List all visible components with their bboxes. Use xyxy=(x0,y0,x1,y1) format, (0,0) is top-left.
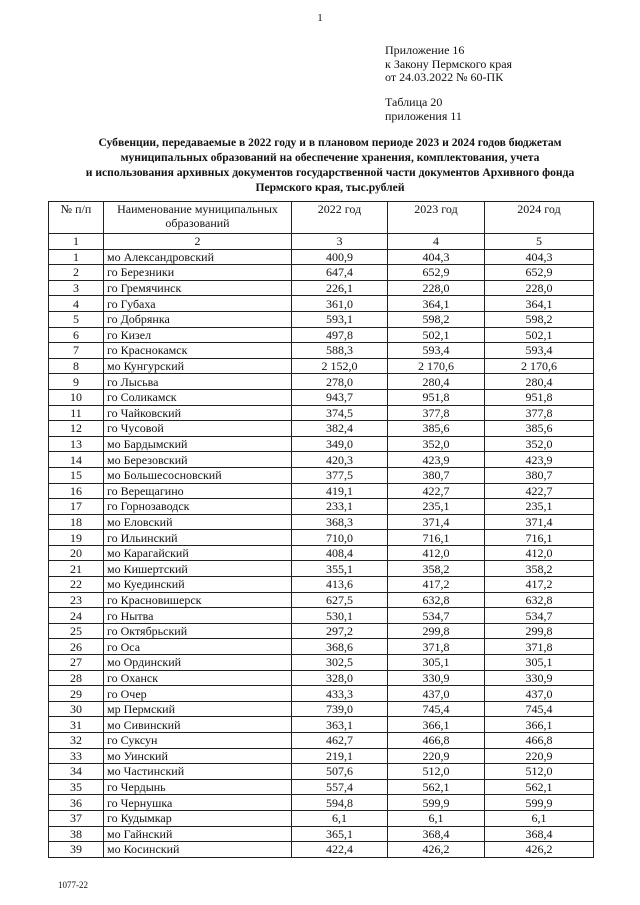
municipality-name: го Верещагино xyxy=(104,483,292,499)
value-2022: 365,1 xyxy=(292,826,388,842)
table-row xyxy=(49,779,594,795)
column-number: 3 xyxy=(292,234,388,250)
municipality-name: го Нытва xyxy=(104,608,292,624)
value-2023: 417,2 xyxy=(388,577,485,593)
value-2022: 588,3 xyxy=(292,343,388,359)
value-2022: 400,9 xyxy=(292,249,388,265)
title-line: муниципальных образований на обеспечение хранения, комплектования, учета xyxy=(120,151,540,164)
value-2022: 710,0 xyxy=(292,530,388,546)
table-row xyxy=(49,467,594,483)
value-2023: 220,9 xyxy=(388,748,485,764)
value-2022: 233,1 xyxy=(292,499,388,515)
municipality-name: го Чернушка xyxy=(104,795,292,811)
municipality-name: мо Александровский xyxy=(104,249,292,265)
value-2022: 226,1 xyxy=(292,280,388,296)
municipality-name: мр Пермский xyxy=(104,701,292,717)
table-row xyxy=(49,405,594,421)
value-2023: 235,1 xyxy=(388,499,485,515)
municipality-name: го Губаха xyxy=(104,296,292,312)
value-2024: 652,9 xyxy=(485,265,594,281)
value-2024: 426,2 xyxy=(485,842,594,858)
row-number: 2 xyxy=(49,265,104,281)
table-row xyxy=(49,280,594,296)
value-2022: 328,0 xyxy=(292,670,388,686)
table-row xyxy=(49,608,594,624)
value-2023: 598,2 xyxy=(388,311,485,327)
value-2024: 235,1 xyxy=(485,499,594,515)
value-2023: 632,8 xyxy=(388,592,485,608)
row-number: 28 xyxy=(49,670,104,686)
table-row xyxy=(49,655,594,671)
value-2024: 352,0 xyxy=(485,436,594,452)
row-number: 36 xyxy=(49,795,104,811)
value-2022: 594,8 xyxy=(292,795,388,811)
header-2023: 2023 год xyxy=(388,202,485,234)
value-2022: 557,4 xyxy=(292,779,388,795)
row-number: 5 xyxy=(49,311,104,327)
value-2023: 599,9 xyxy=(388,795,485,811)
value-2022: 377,5 xyxy=(292,467,388,483)
value-2023: 377,8 xyxy=(388,405,485,421)
municipality-name: мо Кунгурский xyxy=(104,358,292,374)
municipality-name: го Ильинский xyxy=(104,530,292,546)
value-2022: 297,2 xyxy=(292,623,388,639)
value-2022: 355,1 xyxy=(292,561,388,577)
value-2022: 363,1 xyxy=(292,717,388,733)
value-2023: 951,8 xyxy=(388,389,485,405)
row-number: 16 xyxy=(49,483,104,499)
value-2024: 599,9 xyxy=(485,795,594,811)
value-2022: 507,6 xyxy=(292,764,388,780)
value-2023: 652,9 xyxy=(388,265,485,281)
table-row xyxy=(49,701,594,717)
value-2022: 593,1 xyxy=(292,311,388,327)
row-number: 17 xyxy=(49,499,104,515)
municipality-name: го Горнозаводск xyxy=(104,499,292,515)
value-2024: 385,6 xyxy=(485,421,594,437)
value-2024: 2 170,6 xyxy=(485,358,594,374)
municipality-name: го Лысьва xyxy=(104,374,292,390)
value-2024: 716,1 xyxy=(485,530,594,546)
value-2024: 228,0 xyxy=(485,280,594,296)
header-name: Наименование муниципальных образований xyxy=(104,202,292,234)
appendix-line: от 24.03.2022 № 60-ПК xyxy=(385,70,504,84)
value-2024: 404,3 xyxy=(485,249,594,265)
header-2024: 2024 год xyxy=(485,202,594,234)
value-2022: 302,5 xyxy=(292,655,388,671)
municipality-name: го Кизел xyxy=(104,327,292,343)
value-2023: 299,8 xyxy=(388,623,485,639)
column-number: 2 xyxy=(104,234,292,250)
municipality-name: го Красновишерск xyxy=(104,592,292,608)
value-2023: 437,0 xyxy=(388,686,485,702)
title-line: и использования архивных документов государственной части документов Архивного фонда xyxy=(85,166,575,179)
value-2024: 466,8 xyxy=(485,733,594,749)
value-2023: 358,2 xyxy=(388,561,485,577)
table-row xyxy=(49,733,594,749)
value-2022: 627,5 xyxy=(292,592,388,608)
municipality-name: го Оханск xyxy=(104,670,292,686)
value-2023: 352,0 xyxy=(388,436,485,452)
municipality-name: мо Сивинский xyxy=(104,717,292,733)
appendix-line: к Закону Пермского края xyxy=(385,56,513,71)
value-2022: 368,3 xyxy=(292,514,388,530)
document-title xyxy=(40,135,620,195)
header-2022: 2022 год xyxy=(292,202,388,234)
value-2023: 466,8 xyxy=(388,733,485,749)
value-2024: 632,8 xyxy=(485,592,594,608)
row-number: 21 xyxy=(49,561,104,577)
municipality-name: го Кудымкар xyxy=(104,810,292,826)
municipality-name: мо Большесосновский xyxy=(104,467,292,483)
municipality-name: го Краснокамск xyxy=(104,343,292,359)
row-number: 22 xyxy=(49,577,104,593)
row-number: 6 xyxy=(49,327,104,343)
row-number: 1 xyxy=(49,249,104,265)
value-2024: 330,9 xyxy=(485,670,594,686)
row-number: 19 xyxy=(49,530,104,546)
value-2023: 502,1 xyxy=(388,327,485,343)
table-row xyxy=(49,748,594,764)
municipality-name: го Соликамск xyxy=(104,389,292,405)
value-2024: 366,1 xyxy=(485,717,594,733)
value-2022: 361,0 xyxy=(292,296,388,312)
value-2024: 437,0 xyxy=(485,686,594,702)
value-2022: 349,0 xyxy=(292,436,388,452)
value-2022: 497,8 xyxy=(292,327,388,343)
table-row xyxy=(49,545,594,561)
value-2023: 371,4 xyxy=(388,514,485,530)
table-row xyxy=(49,343,594,359)
value-2023: 385,6 xyxy=(388,421,485,437)
row-number: 38 xyxy=(49,826,104,842)
value-2023: 371,8 xyxy=(388,639,485,655)
value-2022: 413,6 xyxy=(292,577,388,593)
row-number: 20 xyxy=(49,545,104,561)
table-row xyxy=(49,639,594,655)
value-2024: 280,4 xyxy=(485,374,594,390)
row-number: 34 xyxy=(49,764,104,780)
table-reference-line: Таблица 20 xyxy=(385,95,443,109)
value-2022: 382,4 xyxy=(292,421,388,437)
column-number-row xyxy=(49,234,594,250)
value-2024: 368,4 xyxy=(485,826,594,842)
row-number: 13 xyxy=(49,436,104,452)
value-2024: 380,7 xyxy=(485,467,594,483)
value-2022: 647,4 xyxy=(292,265,388,281)
row-number: 24 xyxy=(49,608,104,624)
row-number: 8 xyxy=(49,358,104,374)
value-2023: 368,4 xyxy=(388,826,485,842)
municipality-name: мо Еловский xyxy=(104,514,292,530)
table-row xyxy=(49,249,594,265)
table-row xyxy=(49,436,594,452)
table-row xyxy=(49,265,594,281)
value-2024: 6,1 xyxy=(485,810,594,826)
value-2022: 278,0 xyxy=(292,374,388,390)
row-number: 18 xyxy=(49,514,104,530)
value-2023: 6,1 xyxy=(388,810,485,826)
row-number: 23 xyxy=(49,592,104,608)
table-body xyxy=(49,249,594,857)
row-number: 12 xyxy=(49,421,104,437)
row-number: 14 xyxy=(49,452,104,468)
value-2024: 364,1 xyxy=(485,296,594,312)
value-2023: 412,0 xyxy=(388,545,485,561)
table-row xyxy=(49,483,594,499)
value-2023: 305,1 xyxy=(388,655,485,671)
value-2023: 228,0 xyxy=(388,280,485,296)
municipality-name: го Добрянка xyxy=(104,311,292,327)
row-number: 11 xyxy=(49,405,104,421)
table-row xyxy=(49,795,594,811)
value-2024: 502,1 xyxy=(485,327,594,343)
table-row xyxy=(49,810,594,826)
table-row xyxy=(49,577,594,593)
table-reference xyxy=(385,96,462,123)
value-2024: 745,4 xyxy=(485,701,594,717)
municipality-name: го Чайковский xyxy=(104,405,292,421)
value-2024: 305,1 xyxy=(485,655,594,671)
table-row xyxy=(49,374,594,390)
municipality-name: го Чусовой xyxy=(104,421,292,437)
table-row xyxy=(49,421,594,437)
table-row xyxy=(49,592,594,608)
row-number: 25 xyxy=(49,623,104,639)
value-2024: 417,2 xyxy=(485,577,594,593)
table-row xyxy=(49,826,594,842)
row-number: 29 xyxy=(49,686,104,702)
value-2022: 374,5 xyxy=(292,405,388,421)
value-2022: 419,1 xyxy=(292,483,388,499)
value-2023: 280,4 xyxy=(388,374,485,390)
title-line: Пермского края, тыс.рублей xyxy=(255,181,405,194)
table-row xyxy=(49,670,594,686)
municipality-name: мо Гайнский xyxy=(104,826,292,842)
value-2022: 6,1 xyxy=(292,810,388,826)
row-number: 4 xyxy=(49,296,104,312)
row-number: 9 xyxy=(49,374,104,390)
municipality-name: го Гремячинск xyxy=(104,280,292,296)
municipality-name: мо Бардымский xyxy=(104,436,292,452)
value-2023: 534,7 xyxy=(388,608,485,624)
value-2023: 330,9 xyxy=(388,670,485,686)
row-number: 37 xyxy=(49,810,104,826)
municipality-name: го Березники xyxy=(104,265,292,281)
subsidies-table xyxy=(48,201,594,858)
row-number: 30 xyxy=(49,701,104,717)
table-row xyxy=(49,452,594,468)
row-number: 26 xyxy=(49,639,104,655)
municipality-name: мо Куединский xyxy=(104,577,292,593)
value-2022: 943,7 xyxy=(292,389,388,405)
value-2022: 530,1 xyxy=(292,608,388,624)
value-2023: 2 170,6 xyxy=(388,358,485,374)
value-2023: 716,1 xyxy=(388,530,485,546)
table-row xyxy=(49,764,594,780)
value-2023: 423,9 xyxy=(388,452,485,468)
value-2024: 598,2 xyxy=(485,311,594,327)
value-2024: 358,2 xyxy=(485,561,594,577)
row-number: 7 xyxy=(49,343,104,359)
value-2022: 368,6 xyxy=(292,639,388,655)
table-row xyxy=(49,327,594,343)
row-number: 33 xyxy=(49,748,104,764)
row-number: 15 xyxy=(49,467,104,483)
value-2024: 371,8 xyxy=(485,639,594,655)
value-2023: 745,4 xyxy=(388,701,485,717)
value-2024: 562,1 xyxy=(485,779,594,795)
value-2023: 364,1 xyxy=(388,296,485,312)
value-2024: 371,4 xyxy=(485,514,594,530)
value-2024: 423,9 xyxy=(485,452,594,468)
municipality-name: мо Березовский xyxy=(104,452,292,468)
table-row xyxy=(49,530,594,546)
value-2024: 534,7 xyxy=(485,608,594,624)
municipality-name: го Чердынь xyxy=(104,779,292,795)
value-2022: 420,3 xyxy=(292,452,388,468)
value-2023: 422,7 xyxy=(388,483,485,499)
row-number: 32 xyxy=(49,733,104,749)
column-number: 4 xyxy=(388,234,485,250)
value-2024: 412,0 xyxy=(485,545,594,561)
value-2022: 219,1 xyxy=(292,748,388,764)
table-row xyxy=(49,311,594,327)
municipality-name: го Очер xyxy=(104,686,292,702)
value-2024: 512,0 xyxy=(485,764,594,780)
table-row xyxy=(49,623,594,639)
value-2022: 422,4 xyxy=(292,842,388,858)
value-2023: 512,0 xyxy=(388,764,485,780)
value-2022: 408,4 xyxy=(292,545,388,561)
table-reference-line: приложения 11 xyxy=(385,108,462,123)
header-num: № п/п xyxy=(49,202,104,234)
row-number: 10 xyxy=(49,389,104,405)
value-2024: 377,8 xyxy=(485,405,594,421)
table-row xyxy=(49,561,594,577)
value-2022: 433,3 xyxy=(292,686,388,702)
municipality-name: мо Карагайский xyxy=(104,545,292,561)
value-2024: 593,4 xyxy=(485,343,594,359)
value-2023: 562,1 xyxy=(388,779,485,795)
municipality-name: го Октябрьский xyxy=(104,623,292,639)
value-2023: 404,3 xyxy=(388,249,485,265)
value-2024: 220,9 xyxy=(485,748,594,764)
value-2023: 380,7 xyxy=(388,467,485,483)
table-row xyxy=(49,358,594,374)
table-row xyxy=(49,842,594,858)
appendix-reference xyxy=(385,44,512,85)
row-number: 3 xyxy=(49,280,104,296)
title-line: Субвенции, передаваемые в 2022 году и в плановом периоде 2023 и 2024 годов бюджетам xyxy=(98,136,562,149)
municipality-name: мо Уинский xyxy=(104,748,292,764)
table-row xyxy=(49,499,594,515)
row-number: 35 xyxy=(49,779,104,795)
header-row xyxy=(49,202,594,234)
table-row xyxy=(49,296,594,312)
value-2023: 593,4 xyxy=(388,343,485,359)
table-row xyxy=(49,389,594,405)
value-2024: 299,8 xyxy=(485,623,594,639)
table-row xyxy=(49,514,594,530)
municipality-name: го Оса xyxy=(104,639,292,655)
column-number: 5 xyxy=(485,234,594,250)
appendix-line: Приложение 16 xyxy=(385,43,465,57)
value-2022: 462,7 xyxy=(292,733,388,749)
value-2024: 951,8 xyxy=(485,389,594,405)
page-number: 1 xyxy=(317,12,323,24)
table-row xyxy=(49,686,594,702)
municipality-name: мо Кишертский xyxy=(104,561,292,577)
municipality-name: мо Косинский xyxy=(104,842,292,858)
row-number: 27 xyxy=(49,655,104,671)
table-row xyxy=(49,717,594,733)
value-2023: 426,2 xyxy=(388,842,485,858)
row-number: 31 xyxy=(49,717,104,733)
municipality-name: мо Ординский xyxy=(104,655,292,671)
document-code: 1077-22 xyxy=(58,880,88,890)
municipality-name: го Суксун xyxy=(104,733,292,749)
value-2023: 366,1 xyxy=(388,717,485,733)
column-number: 1 xyxy=(49,234,104,250)
municipality-name: мо Частинский xyxy=(104,764,292,780)
value-2022: 739,0 xyxy=(292,701,388,717)
row-number: 39 xyxy=(49,842,104,858)
value-2022: 2 152,0 xyxy=(292,358,388,374)
value-2024: 422,7 xyxy=(485,483,594,499)
